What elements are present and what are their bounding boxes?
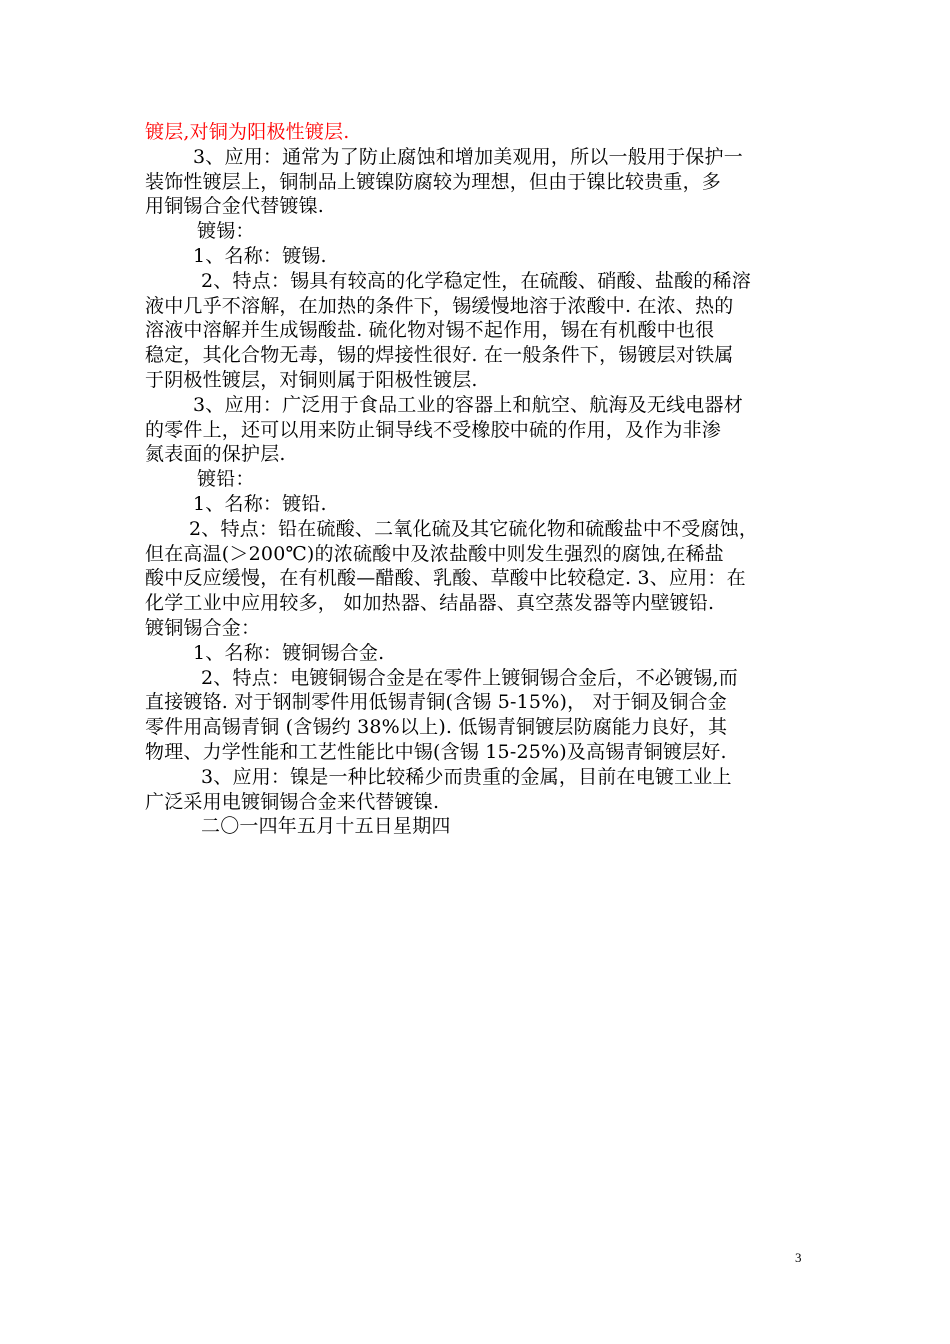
text-line: 物理、力学性能和工艺性能比中锡(含锡 15-25%)及高锡青铜镀层好. — [145, 740, 727, 763]
text-line: 但在高温(＞200℃)的浓硫酸中及浓盐酸中则发生强烈的腐蚀,在稀盐 — [145, 542, 724, 565]
text-line: 广泛采用电镀铜锡合金来代替镀镍. — [145, 790, 440, 813]
text-line: 零件用高锡青铜 (含锡约 38%以上). 低锡青铜镀层防腐能力良好，其 — [145, 716, 728, 739]
text-line: 的零件上，还可以用来防止铜导线不受橡胶中硫的作用，及作为非渗 — [145, 418, 722, 441]
page-number: 3 — [795, 1250, 802, 1265]
document-body — [145, 120, 810, 839]
text-line: 3、应用：广泛用于食品工业的容器上和航空、航海及无线电器材 — [193, 393, 743, 416]
text-line: 溶液中溶解并生成锡酸盐. 硫化物对锡不起作用，锡在有机酸中也很 — [145, 319, 715, 342]
text-line: 直接镀铬. 对于钢制零件用低锡青铜(含锡 5-15%)， 对于铜及铜合金 — [145, 691, 727, 714]
text-line: 二〇一四年五月十五日星期四 — [201, 815, 451, 838]
text-line: 装饰性镀层上，铜制品上镀镍防腐较为理想，但由于镍比较贵重，多 — [145, 170, 722, 193]
text-line: 镀锡： — [197, 220, 255, 243]
text-line: 3、应用：通常为了防止腐蚀和增加美观用，所以一般用于保护一 — [193, 145, 743, 168]
text-line: 1、名称：镀锡. — [193, 244, 327, 267]
text-line: 稳定，其化合物无毒，锡的焊接性很好. 在一般条件下，锡镀层对铁属 — [145, 344, 734, 367]
text-line: 化学工业中应用较多， 如加热器、结晶器、真空蒸发器等内壁镀铅. — [145, 592, 715, 615]
text-line: 酸中反应缓慢，在有机酸—醋酸、乳酸、草酸中比较稳定. 3、应用：在 — [145, 567, 746, 590]
text-line: 1、名称：镀铅. — [193, 492, 327, 515]
text-line: 于阴极性镀层，对铜则属于阳极性镀层. — [145, 368, 478, 391]
text-line: 镀层,对铜为阳极性镀层. — [145, 121, 350, 143]
text-line: 用铜锡合金代替镀镍. — [145, 195, 325, 218]
text-line: 液中几乎不溶解，在加热的条件下，锡缓慢地溶于浓酸中. 在浓、热的 — [145, 294, 734, 317]
text-line: 氮表面的保护层. — [145, 443, 286, 466]
text-line: 3、应用：镍是一种比较稀少而贵重的金属，目前在电镀工业上 — [201, 765, 732, 788]
text-line: 2、特点：锡具有较高的化学稳定性，在硫酸、硝酸、盐酸的稀溶 — [201, 269, 751, 292]
text-line: 镀铜锡合金： — [145, 616, 261, 639]
text-line: 2、特点：电镀铜锡合金是在零件上镀铜锡合金后，不必镀锡,而 — [201, 666, 738, 689]
text-line: 1、名称：镀铜锡合金. — [193, 641, 385, 664]
text-line: 2、特点：铅在硫酸、二氧化硫及其它硫化物和硫酸盐中不受腐蚀， — [189, 517, 759, 540]
text-line: 镀铅： — [197, 468, 255, 491]
